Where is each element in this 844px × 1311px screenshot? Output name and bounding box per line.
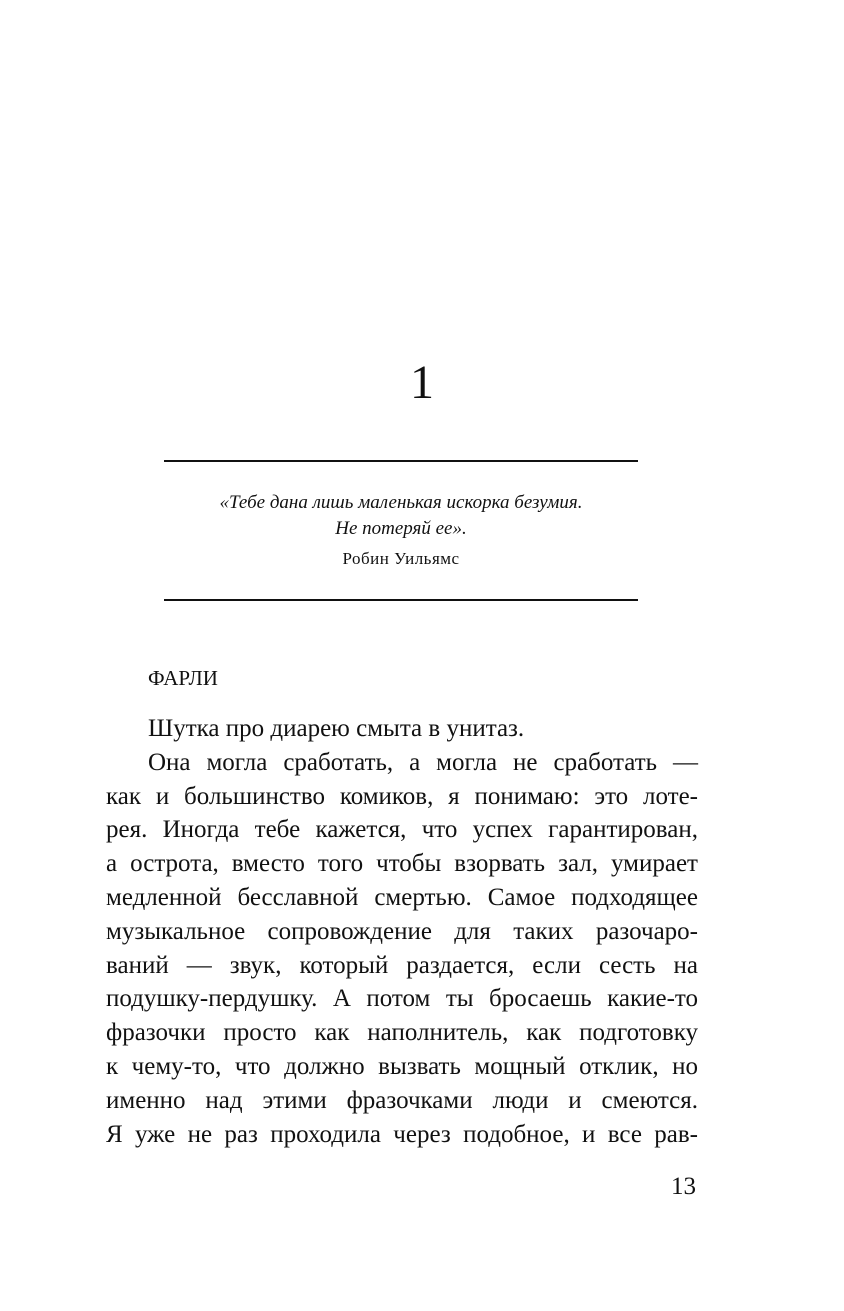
body-line-11: к чему-то, что должно вызвать мощный отклик, но [106, 1052, 698, 1080]
epigraph-quote-line-1: «Тебе дана лишь маленькая искорка безумия. [219, 492, 583, 513]
epigraph-author: Робин Уильямс [342, 549, 460, 568]
body-line-8: ваний — звук, который раздается, если сесть на [106, 951, 698, 979]
body-line-7: музыкальное сопровождение для таких разочаро- [106, 917, 698, 945]
epigraph-top-rule [164, 460, 638, 462]
body-line-6: медленной бесславной смертью. Самое подходящее [106, 883, 698, 911]
body-line-1: Шутка про диарею смыта в унитаз. [148, 715, 525, 742]
body-line-4: рея. Иногда тебе кажется, что успех гарантирован, [106, 816, 698, 844]
epigraph-bottom-rule [164, 599, 638, 601]
body-text [106, 712, 698, 1151]
body-line-9: подушку-пердушку. А потом ты бросаешь какие-то [106, 985, 698, 1013]
body-line-10: фразочки просто как наполнитель, как подготовку [106, 1019, 698, 1047]
epigraph [164, 490, 638, 572]
epigraph-quote-line-2: Не потеряй ее». [335, 518, 467, 539]
section-heading: ФАРЛИ [148, 666, 218, 690]
chapter-number: 1 [410, 356, 434, 409]
body-line-12: именно над этими фразочками люди и смеются. [106, 1086, 698, 1114]
page-number: 13 [671, 1173, 696, 1200]
body-line-5: а острота, вместо того чтобы взорвать зал, умирает [106, 850, 698, 878]
body-line-3: как и большинство комиков, я понимаю: это лоте- [106, 782, 698, 810]
body-line-13: Я уже не раз проходила через подобное, и все рав- [106, 1120, 698, 1148]
body-line-2: Она могла сработать, а могла не сработать — [148, 748, 698, 776]
